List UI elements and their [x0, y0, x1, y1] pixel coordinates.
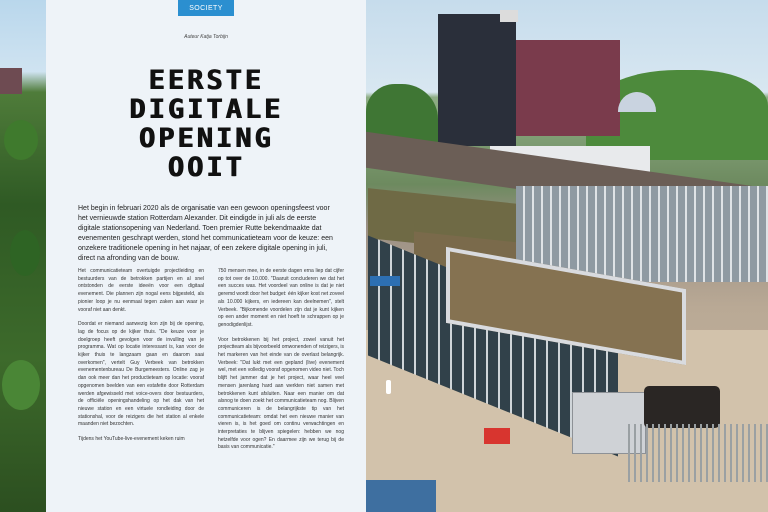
section-tag[interactable]: SOCIETY	[178, 0, 234, 16]
article-title	[46, 66, 366, 182]
pedestrian	[386, 380, 391, 394]
body-paragraph: 750 mensen mee, in de eerste dagen erna liep dat cijfer op tot over de 10.000. "Daaruit concluderen we dat het een succes was. Het voordeel van online is dat je niet geremd wordt door het budget: één kijker kost net zoveel als 10.000 kijkers, en iedereen kan deelnemen", stelt Verbeek. "Bijkomende voordelen zijn dat je kunt kijken op een ander moment en niet hoeft te schrappen op je genodigdenlijst.	[218, 268, 344, 328]
construction-fence	[628, 424, 768, 482]
office-tower	[438, 14, 516, 146]
station-photo	[366, 0, 768, 512]
body-column-2	[218, 268, 344, 459]
water-area	[366, 480, 436, 512]
body-paragraph: Tijdens het YouTube-live-evenement keken ruim	[78, 436, 185, 443]
tree-foliage	[10, 230, 40, 276]
body-paragraph: Voor betrokkenen bij het project, zowel vanuit het projectteam als bijvoorbeeld omwonenden of reizigers, is het markeren van het einde van de overlast belangrijk. Verbeek: "Dat lukt met een gepland (live) evenement wel, met een volledig vooraf opgenomen video niet. Toch blijft het jammer dat je het project, waar heel veel mensen jarenlang hard aan werkten niet samen met betrokkenen kunt afsluiten. Naar een manier om dat alsnog te doen zoekt het communicatieteam nog. Blijven communiceren is de belangrijkste tip van het communicatieteam: omdat het een nieuwe manier van vieren is, is het goed om continu verwachtingen en interpretaties te blijven spiegelen: hebben we nog hetzelfde voor ogen? En daarmee zijn we terug bij de basis van communicatie."	[218, 336, 344, 451]
title-line: OPENING	[138, 123, 274, 154]
lead-paragraph: Het begin in februari 2020 als de organisatie van een gewoon openingsfeest voor het vernieuwde station Rotterdam Alexander. Dit eindigde in juli als de eerste digitale stationsopening van Nederland. Toen premier Rutte bekendmaakte dat evenementen geschrapt werden, stond het communicatieteam voor de keuze: een onzekere traditionele opening in het najaar, of een zekere digitale opening in juli, direct na afronding van de bouw.	[78, 205, 333, 262]
author-line: Auteur Katja Torbijn	[184, 34, 228, 40]
article-page	[46, 0, 366, 512]
title-line: EERSTE	[148, 65, 264, 96]
title-line: OOIT	[167, 152, 245, 183]
body-paragraph: Doordat er niemand aanwezig kon zijn bij de opening, lag de focus op de kijker thuis. "De keuze voor je doelgroep heeft gevolgen voor de invulling van je programma. Wat op locatie interessant is, kan voor de kijker thuis te langzaam gaan en daarom saai overkomen", vertelt Guy Verbeek van betrokken evenementenbureau De Burgemeesters. Online zag je dan ook meer dan het productieteam op locatie: vooraf opgenomen beelden van een estafette door Rotterdam werden afgewisseld met voice-overs door bestuurders, de officiële openingshandeling op het dak van het nieuwe station en een virtuele rondleiding door de stationshal, voor de reizigers die het station al enkele maanden niet bezochten.	[78, 321, 204, 428]
brick-office-building	[516, 40, 620, 136]
station-sign	[370, 276, 400, 286]
tree-foliage	[4, 120, 38, 160]
red-barrier	[484, 428, 510, 444]
body-paragraph: Het communicatieteam overtuigde projectleiding en bestuurders van de betrokken partijen en al snel ontstonden de eerste ideeën voor een digitaal evenement. Die plannen zijn nogal eens bijgesteld, als pionier loop je nu eenmaal tegen zaken aan waar je vooraf niet aan denkt.	[78, 268, 204, 313]
title-line: DIGITALE	[128, 94, 284, 125]
parked-van	[644, 386, 720, 428]
tree-foliage	[2, 360, 40, 410]
body-column-1	[78, 268, 204, 451]
left-photo-strip	[0, 0, 46, 512]
brick-building	[0, 68, 22, 94]
tower-roof-structure	[500, 10, 518, 22]
